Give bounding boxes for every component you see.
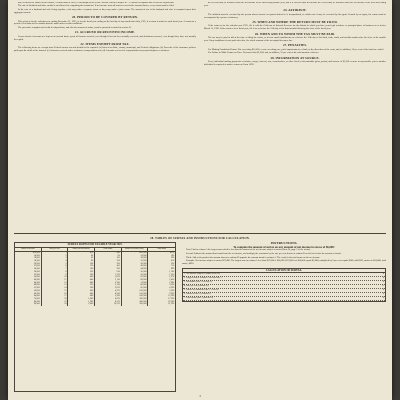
section-divider bbox=[14, 233, 386, 234]
body-paragraph: In the case of a husband and wife living together, each may make a separate return or they may make a joint return. The amount of tax of the husband and wife is computed upon their aggregate income. bbox=[14, 7, 196, 14]
table-cell: 64,000 bbox=[15, 295, 42, 298]
table-cell: 230 bbox=[95, 260, 122, 263]
calculation-lines bbox=[183, 273, 385, 301]
table-cell: 410 bbox=[170, 260, 175, 263]
table-cell: 150 bbox=[95, 257, 122, 260]
table-cell: 10,570 bbox=[95, 303, 122, 306]
calculation-unit: $ bbox=[382, 293, 384, 295]
surtax-table-title: SURTAX RATES FOR TAXABLE YEAR 1925. bbox=[15, 243, 175, 248]
section-heading: 24. AFFIDAVIT. bbox=[283, 8, 307, 13]
table-cell: 8 bbox=[42, 271, 69, 274]
table-cell: 1,270 bbox=[95, 274, 122, 277]
body-paragraph: If your books of account are kept on an accrual basis, report all income accrued, even though it has not been actually received, and deductions accrued, even though they have not actually been paid. bbox=[14, 34, 196, 41]
table-cell: 8,570 bbox=[95, 301, 122, 304]
table-cell: 9,290 bbox=[169, 292, 175, 295]
table-cell: 80,000 bbox=[15, 301, 42, 304]
table-cell: 600 bbox=[68, 290, 95, 293]
section-heading: 28. INFORMATION AT SOURCE. bbox=[270, 55, 320, 60]
table-cell: 450 bbox=[95, 265, 122, 268]
table-cell: 190 bbox=[170, 254, 175, 257]
instructions-title: INSTRUCTIONS. bbox=[270, 241, 298, 245]
table-cell: 6,670 bbox=[95, 298, 122, 301]
table-cell: 39,290 bbox=[168, 300, 175, 303]
table-cell: 560 bbox=[68, 287, 95, 290]
table-cell: 28,000 bbox=[15, 271, 42, 274]
table-cell: 3 bbox=[42, 257, 69, 260]
table-cell: 13 bbox=[42, 284, 69, 287]
table-cell: 90,000 bbox=[15, 303, 42, 306]
table-cell: 440 bbox=[68, 279, 95, 282]
table-cell: $110 bbox=[169, 251, 175, 254]
table-cell: 4 bbox=[42, 260, 69, 263]
form-page bbox=[8, 0, 392, 400]
table-cell: 32,000 bbox=[15, 274, 42, 277]
table-cell: 5 bbox=[42, 263, 69, 266]
table-cell: 100,000 bbox=[122, 290, 149, 293]
text-columns bbox=[14, 2, 386, 234]
table-cell: 62,000 bbox=[122, 276, 149, 279]
bottom-section bbox=[14, 242, 386, 392]
calculation-unit: $ bbox=[382, 277, 384, 279]
table-header-cell: Rate per cent bbox=[42, 248, 69, 251]
table-cell: 17 bbox=[42, 295, 69, 298]
body-paragraph: If the return is for the calendar year 1925, file it with the Collector of Internal Revenue for the district in which you have your legal residence or principal place of business on or before March 15, 1926. If the return is for a fiscal year, file it on or before the 15th day of the third month following the close of the fiscal year. bbox=[204, 24, 386, 31]
calculation-line bbox=[183, 297, 385, 301]
table-cell: 320 bbox=[68, 271, 95, 274]
table-cell: 68,000 bbox=[122, 279, 149, 282]
table-cell: 910 bbox=[95, 271, 122, 274]
table-header-cell: Total surtax bbox=[157, 248, 167, 251]
body-paragraph: The personal exemption and credit for dependents, and also the amount of surtax, must be prorated as stated in section 21. bbox=[18, 25, 132, 29]
surtax-table-body bbox=[15, 252, 175, 306]
table-cell: 14,000 bbox=[15, 255, 42, 258]
body-paragraph: the net loss may be deducted from the net income of the succeeding taxable year, and if it exceeds such net income the excess may be deducted from the net income of the next succeeding year. bbox=[204, 2, 386, 7]
body-paragraph: For Making Fraudulent Return. Not exceeding $10,000, or not exceeding one year's imprisonment, or both, in the discretion of the court, and, in addition, 50 per cent of the total tax evaded. bbox=[208, 47, 384, 51]
table-cell: 18,000 bbox=[15, 260, 42, 263]
table-cell: 100 bbox=[68, 263, 95, 266]
body-paragraph: The rate of dividend and other credits is not allowed in computing the normal tax. If net income from all sources exceeds the amount shown, every return must be filed. bbox=[18, 4, 175, 8]
table-cell: 74,000 bbox=[122, 282, 149, 285]
table-cell: 15,290 bbox=[168, 295, 175, 298]
table-cell: 330 bbox=[95, 263, 122, 266]
body-paragraph: tion 28 shows the surtax on the income, a return must be filed, even though no tax is due. Income which is subject to ... Personal Exemption and Credit for Dependents. bbox=[18, 2, 175, 4]
table-cell: 60,000 bbox=[15, 293, 42, 296]
table-cell: 9 bbox=[42, 274, 69, 277]
calculation-label: 1. Net income subject to surtax (Item 20) bbox=[184, 273, 220, 275]
section-heading: 22. ITEMS EXEMPT FROM TAX. bbox=[80, 41, 130, 46]
section-heading: 25. WHEN AND WHERE THE RETURN MUST BE FILED. bbox=[252, 19, 338, 24]
table-cell: 120 bbox=[68, 265, 95, 268]
right-column bbox=[204, 2, 386, 234]
table-cell: 60 bbox=[68, 257, 95, 260]
calculation-label: 2. Largest sum in column A less than line 1 bbox=[184, 277, 222, 279]
table-cell: 2,450 bbox=[169, 279, 175, 281]
table-cell: 44,000 bbox=[122, 268, 149, 271]
table-cell: 56,000 bbox=[15, 290, 42, 293]
table-cell: 590 bbox=[95, 268, 122, 271]
table-cell: 51,290 bbox=[168, 303, 175, 306]
table-cell: 12 bbox=[42, 282, 69, 285]
section-heading: 26. WHEN AND TO WHOM THE TAX MUST BE PAID. bbox=[254, 31, 336, 36]
table-cell: 24,000 bbox=[15, 268, 42, 271]
table-cell: 360 bbox=[68, 274, 95, 277]
table-cell: 80 bbox=[68, 260, 95, 263]
table-cell: 50,000 bbox=[122, 271, 149, 274]
table-cell: $10,000 bbox=[15, 252, 42, 255]
table-cell: 2,990 bbox=[169, 281, 175, 284]
body-paragraph: For Failure to Make Return on Time. Not more than $1,000; and, in addition, 25 per cent of the total amount of the tax. bbox=[208, 51, 319, 55]
table-cell: $20,000 bbox=[122, 252, 149, 255]
instructions-body bbox=[182, 249, 386, 266]
calculation-unit: $ bbox=[382, 273, 384, 275]
body-paragraph: The tax may be paid in full at the time of filing the return, or in four equal installments on or before the 15th day of the third, sixth, ninth, and twelfth months after the close of the taxable year. If any installment is not paid when due, the whole amount of the tax unpaid becomes due. bbox=[204, 36, 386, 42]
table-cell: 27,290 bbox=[168, 297, 175, 300]
table-cell: 90,000 bbox=[122, 287, 149, 290]
calculation-label: 7. Total surtax (line 5 plus line 6) bbox=[184, 297, 214, 299]
surtax-calculation-box bbox=[182, 268, 386, 302]
table-cell: 1,900 bbox=[68, 301, 95, 304]
instruction-paragraph: Example: Net income subject to surtax $27,000. The largest sum in column A less than $27,000 is $24,000. $27,000 less $24,000 equals $3,000; multiplied by 8 per cent equals $240; add $590, surtax on $24,000; total surtax, $830. bbox=[182, 260, 386, 266]
table-cell: 200,000 bbox=[122, 295, 149, 298]
table-cell: 19 bbox=[42, 301, 69, 304]
table-cell: 4,270 bbox=[95, 290, 122, 293]
table-cell: 20 bbox=[42, 303, 69, 306]
table-cell: 80,000 bbox=[122, 284, 149, 287]
table-cell: 52,000 bbox=[15, 287, 42, 290]
table-cell: 680 bbox=[68, 295, 95, 298]
table-cell: 40,000 bbox=[122, 265, 149, 268]
table-cell: 15 bbox=[42, 290, 69, 293]
table-cell: 70,000 bbox=[15, 298, 42, 301]
table-cell: $10 bbox=[95, 252, 122, 255]
table-cell: 56,000 bbox=[122, 274, 149, 277]
table-cell: 550 bbox=[170, 262, 175, 265]
table-cell: 5,590 bbox=[95, 295, 122, 298]
table-cell: 44,000 bbox=[15, 282, 42, 285]
calculation-unit: $ bbox=[382, 297, 384, 299]
table-header-cell: Surtax on each bracket bbox=[68, 248, 95, 251]
table-cell: 2,590 bbox=[95, 282, 122, 285]
table-cell: 28,000 bbox=[122, 257, 149, 260]
body-paragraph: The affidavit must be executed by the person whose income is reported unless he is incapacitated, in which case it may be executed by his agent. If made by an agent, the return must be accompanied by a power of attorney. bbox=[204, 12, 386, 19]
table-header-cell: Surtax net income (over) bbox=[122, 248, 149, 251]
instructions-subtitle: To compute the amount of surtax on any amount of net income in excess of $6,000: bbox=[233, 244, 335, 249]
page-number: 4 bbox=[199, 395, 201, 398]
table-cell: 400 bbox=[68, 276, 95, 279]
table-cell: 36,000 bbox=[122, 263, 149, 266]
table-cell: 16,000 bbox=[15, 257, 42, 260]
calculation-unit: % bbox=[382, 285, 384, 287]
table-cell: 1,080 bbox=[68, 298, 95, 301]
calculation-label: 6. Surtax on line 2 (column D) bbox=[184, 293, 211, 295]
calculation-label: 5. Surtax on remainder (line 3 × line 4) bbox=[184, 289, 219, 291]
table-cell: 1,670 bbox=[95, 276, 122, 279]
instruction-paragraph: Second: Subtract the amount thus found from the net income, and multiply the remainder by the rate per cent shown in column B on the line below the amount so found. bbox=[186, 253, 342, 255]
table-cell: 18 bbox=[42, 298, 69, 301]
body-paragraph: Every individual making payments of salaries, wages, interest, rent, commissions, or other fixed or determinable gains, profits, and income of $1,500 or more in any taxable year to another individual is required to make a return on Form 1099. bbox=[204, 59, 386, 66]
calculation-title: CALCULATION OF SURTAX. bbox=[183, 269, 385, 273]
table-cell: 640 bbox=[68, 293, 95, 296]
table-cell: 32,000 bbox=[122, 260, 149, 263]
table-cell: 10 bbox=[42, 276, 69, 279]
section-heading: 21. ACCRUED OR RECEIVED INCOME. bbox=[74, 30, 136, 35]
table-cell: 2,110 bbox=[95, 279, 122, 282]
table-header-cell: Total surtax bbox=[95, 248, 122, 251]
table-cell: 400,000 bbox=[122, 301, 149, 304]
calculation-label: 4. Rate per cent (column B) bbox=[184, 285, 209, 287]
table-cell: 80 bbox=[68, 255, 95, 258]
table-cell: 520 bbox=[68, 284, 95, 287]
table-cell: 1 bbox=[42, 252, 69, 255]
table-cell: 2 bbox=[42, 255, 69, 258]
tables-section-title: 28. TABLES OF SURTAX AND INSTRUCTIONS FOR CALCULATION. bbox=[150, 236, 250, 240]
calculation-unit: $ bbox=[382, 289, 384, 291]
table-cell: 22,000 bbox=[15, 265, 42, 268]
instruction-paragraph: Third: Add to the product the amount shown in column D opposite the amount found in column A. The result is the total surtax on the net income. bbox=[186, 256, 321, 259]
body-paragraph: The following items are exempt from Federal income tax and should not be reported: (a) Interest on State, county, municipal, and Federal obligations; (b) Proceeds of life insurance policies paid upon the death of the insured; (c) Amounts received under workmen's compensation acts; (d) Amounts received as compensation for personal injuries or sickness. bbox=[14, 46, 196, 53]
table-header-cell: Surtax net income bbox=[15, 248, 42, 251]
section-heading: 27. PENALTIES. bbox=[282, 43, 308, 48]
table-cell: 48,000 bbox=[15, 284, 42, 287]
section-heading: 20. PERIOD TO BE COVERED BY RETURN. bbox=[71, 15, 138, 20]
table-cell: 150,000 bbox=[122, 293, 149, 296]
table-cell: 290 bbox=[170, 257, 175, 260]
surtax-rate-table bbox=[14, 242, 176, 392]
instruction-paragraph: First: Find in column A the largest sum which is less than the amount of the net income subject to surtax (Item 20, page 2 of the return). bbox=[186, 249, 311, 252]
table-cell: 300,000 bbox=[122, 298, 149, 301]
calculation-unit: $ bbox=[382, 281, 384, 283]
table-cell: 4,390 bbox=[169, 287, 175, 290]
table-cell: 40,000 bbox=[15, 279, 42, 282]
table-cell: 4,910 bbox=[95, 293, 122, 296]
table-cell: 24,000 bbox=[122, 255, 149, 258]
table-cell: 2,000 bbox=[68, 303, 95, 306]
table-cell: 36,000 bbox=[15, 276, 42, 279]
table-cell: 16 bbox=[42, 293, 69, 296]
table-cell: 500,000 bbox=[122, 303, 149, 306]
table-cell: 890 bbox=[170, 268, 175, 271]
table-cell: 1,970 bbox=[169, 276, 175, 279]
table-cell: 710 bbox=[170, 265, 175, 268]
table-cell: 11 bbox=[42, 279, 69, 282]
calculation-label: 3. Remainder (line 1 less line 2) bbox=[184, 281, 213, 283]
table-cell: 140 bbox=[68, 268, 95, 271]
table-cell: 3,670 bbox=[95, 287, 122, 290]
table-cell: 3,590 bbox=[169, 284, 175, 287]
table-cell: $10 bbox=[68, 252, 95, 255]
body-paragraph: This return is for the calendar year ending December 31, 1925, or for the fiscal year ending on the last day of any month after July, 1925, if a return is made for such fiscal year. A return for a period of less than twelve months must be made under certain conditions. bbox=[14, 19, 196, 26]
table-cell: 3,110 bbox=[95, 284, 122, 287]
instructions-panel bbox=[182, 242, 386, 392]
table-cell: 7 bbox=[42, 268, 69, 271]
table-cell: 1,190 bbox=[169, 270, 175, 273]
table-cell: 6 bbox=[42, 265, 69, 268]
left-column bbox=[14, 2, 196, 234]
table-cell: 90 bbox=[95, 255, 122, 258]
table-cell: 5,290 bbox=[169, 289, 175, 292]
table-cell: 1,550 bbox=[169, 273, 175, 276]
table-cell: 14 bbox=[42, 287, 69, 290]
table-cell: 480 bbox=[68, 282, 95, 285]
table-cell: 20,000 bbox=[15, 263, 42, 266]
